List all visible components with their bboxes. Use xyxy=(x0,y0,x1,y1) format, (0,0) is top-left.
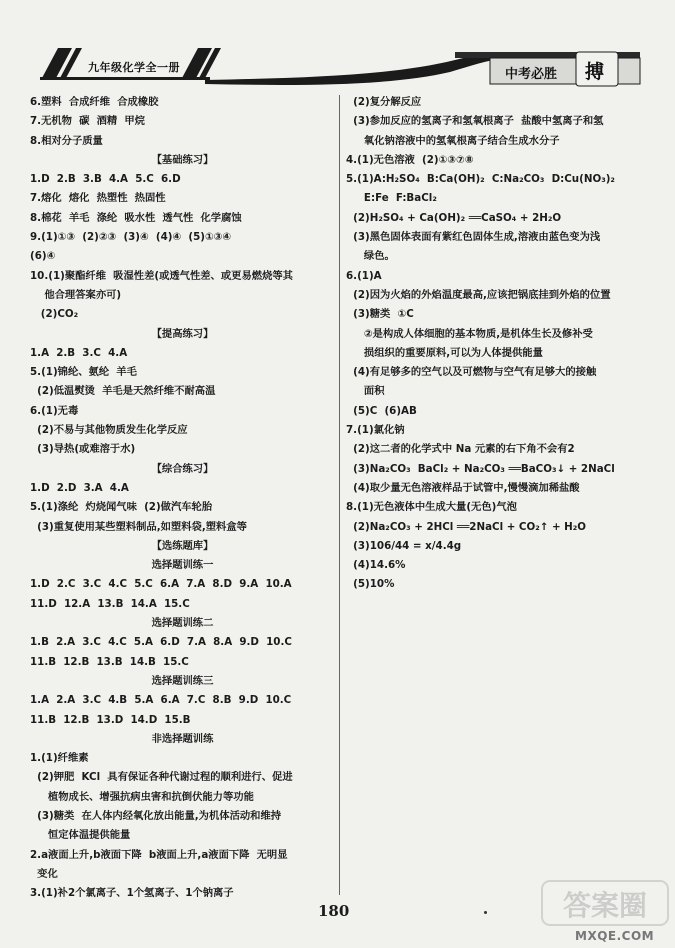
answer-line: 1.D 2.D 3.A 4.A xyxy=(30,481,129,494)
left-answer-column xyxy=(30,93,335,903)
answer-line: (2)H₂SO₄ + Ca(OH)₂ ══CaSO₄ + 2H₂O xyxy=(346,211,562,224)
answer-line: 绿色。 xyxy=(346,250,395,263)
answer-line: 损组织的重要原料,可以为人体提供能量 xyxy=(346,346,543,359)
answer-line: (4)14.6% xyxy=(346,559,406,572)
answer-line: 10.(1)聚酯纤维 吸湿性差(或透气性差、或更易燃烧等其 xyxy=(30,269,293,282)
section-heading: 非选择题训练 xyxy=(151,732,214,745)
answer-line: 1.D 2.C 3.C 4.C 5.C 6.A 7.A 8.D 9.A 10.A xyxy=(30,578,292,591)
ink-dot xyxy=(484,911,487,914)
answer-line: (5)10% xyxy=(346,578,395,591)
answer-line: (4)取少量无色溶液样品于试管中,慢慢滴加稀盐酸 xyxy=(346,481,580,494)
answer-line: 1.D 2.B 3.B 4.A 5.C 6.D xyxy=(30,173,181,186)
answer-line: 6.(1)A xyxy=(346,269,382,282)
answer-line: (3)糖类 在人体内经氧化放出能量,为机体活动和维持 xyxy=(30,809,282,822)
answer-line: 8.(1)无色液体中生成大量(无色)气泡 xyxy=(346,501,517,514)
answer-line: 9.(1)①③ (2)②③ (3)④ (4)④ (5)①③④ xyxy=(30,231,232,244)
answer-line: (3)106/44 = x/4.4g xyxy=(346,539,462,552)
answer-line: 7.无机物 碳 酒精 甲烷 xyxy=(30,115,145,128)
answer-line: 6.(1)无毒 xyxy=(30,404,79,417)
book-title: 九年级化学全一册 xyxy=(88,61,180,74)
section-heading: 选择题训练二 xyxy=(151,617,214,630)
answer-line: E:Fe F:BaCl₂ xyxy=(346,192,437,205)
answer-line: (2)CO₂ xyxy=(30,308,79,321)
answer-line: 6.塑料 合成纤维 合成橡胶 xyxy=(30,96,159,108)
section-heading: 【选练题库】 xyxy=(151,539,214,552)
answer-line: 植物成长、增强抗病虫害和抗倒伏能力等功能 xyxy=(30,790,254,803)
answer-line: 5.(1)涤纶 灼烧闻气味 (2)做汽车轮胎 xyxy=(30,501,213,514)
svg-text:答案圈: 答案圈 xyxy=(562,889,648,922)
answer-line: 1.B 2.A 3.C 4.C 5.A 6.D 7.A 8.A 9.D 10.C xyxy=(30,636,292,649)
answer-line: 3.(1)补2个氯离子、1个氢离子、1个钠离子 xyxy=(30,887,234,900)
answer-line: 7.(1)氯化钠 xyxy=(346,424,405,437)
answer-line: (2)低温熨烫 羊毛是天然纤维不耐高温 xyxy=(30,385,216,398)
section-heading: 【综合练习】 xyxy=(151,462,214,475)
answer-line: (6)④ xyxy=(30,250,56,263)
answer-line: (4)有足够多的空气以及可燃物与空气有足够大的接触 xyxy=(346,366,597,379)
right-answer-column xyxy=(346,93,646,595)
answer-line: (3)导热(或难溶于水) xyxy=(30,443,136,456)
answer-line: (5)C (6)AB xyxy=(346,404,417,417)
section-heading: 【提高练习】 xyxy=(151,327,214,340)
answer-line: 4.(1)无色溶液 (2)①③⑦⑧ xyxy=(346,153,474,166)
answer-line: 5.(1)锦纶、氨纶 羊毛 xyxy=(30,366,137,379)
answer-line: 8.相对分子质量 xyxy=(30,134,103,147)
answer-line: (3)参加反应的氢离子和氢氧根离子 盐酸中氢离子和氢 xyxy=(346,115,604,128)
answer-line: (2)复分解反应 xyxy=(346,96,422,108)
answer-line: (2)这二者的化学式中 Na 元素的右下角不会有2 xyxy=(346,443,575,456)
answer-line: 11.B 12.B 13.B 14.B 15.C xyxy=(30,655,189,668)
answer-line: (3)Na₂CO₃ BaCl₂ + Na₂CO₃ ══BaCO₃↓ + 2NaCl xyxy=(346,462,615,475)
answer-line: (3)黑色固体表面有紫红色固体生成,溶液由蓝色变为浅 xyxy=(346,231,601,244)
series-title: 中考必胜 xyxy=(505,67,558,82)
section-heading: 【基础练习】 xyxy=(151,153,214,166)
answer-line: 7.熔化 熔化 热塑性 热固性 xyxy=(30,192,166,205)
answer-line: ②是构成人体细胞的基本物质,是机体生长及修补受 xyxy=(346,327,593,340)
section-heading: 选择题训练三 xyxy=(151,674,214,687)
answer-line: 他合理答案亦可) xyxy=(30,288,122,301)
page-number: 180 xyxy=(318,902,350,920)
header-banner xyxy=(0,0,675,92)
section-heading: 选择题训练一 xyxy=(151,559,214,572)
answer-line: 氧化钠溶液中的氢氧根离子结合生成水分子 xyxy=(346,134,560,147)
answer-line: (3)糖类 ①C xyxy=(346,308,414,321)
answer-line: 11.D 12.A 13.B 14.A 15.C xyxy=(30,597,190,610)
answer-line: 1.(1)纤维素 xyxy=(30,752,89,765)
answer-line: (2)因为火焰的外焰温度最高,应该把锅底挂到外焰的位置 xyxy=(346,288,611,301)
answer-line: 1.A 2.A 3.C 4.B 5.A 6.A 7.C 8.B 9.D 10.C xyxy=(30,694,292,707)
answer-line: 1.A 2.B 3.C 4.A xyxy=(30,346,128,359)
watermark-url: MXQE.COM xyxy=(575,929,655,943)
column-divider xyxy=(339,95,340,895)
answer-line: 面积 xyxy=(346,385,385,398)
answer-line: (2)钾肥 KCl 具有保证各种代谢过程的顺利进行、促进 xyxy=(30,771,293,784)
answer-line: (2)不易与其他物质发生化学反应 xyxy=(30,424,188,437)
answer-line: 恒定体温提供能量 xyxy=(30,829,131,842)
answer-line: 2.a液面上升,b液面下降 b液面上升,a液面下降 无明显 xyxy=(30,848,288,861)
answer-line: 8.棉花 羊毛 涤纶 吸水性 透气性 化学腐蚀 xyxy=(30,211,242,224)
answer-line: 变化 xyxy=(30,867,58,880)
answer-line: 5.(1)A:H₂SO₄ B:Ca(OH)₂ C:Na₂CO₃ D:Cu(NO₃)₂ xyxy=(346,173,615,186)
brand-character: 搏 xyxy=(585,61,605,83)
answer-line: 11.B 12.B 13.D 14.D 15.B xyxy=(30,713,191,726)
answer-line: (3)重复使用某些塑料制品,如塑料袋,塑料盒等 xyxy=(30,520,247,533)
answer-line: (2)Na₂CO₃ + 2HCl ══2NaCl + CO₂↑ + H₂O xyxy=(346,520,587,533)
